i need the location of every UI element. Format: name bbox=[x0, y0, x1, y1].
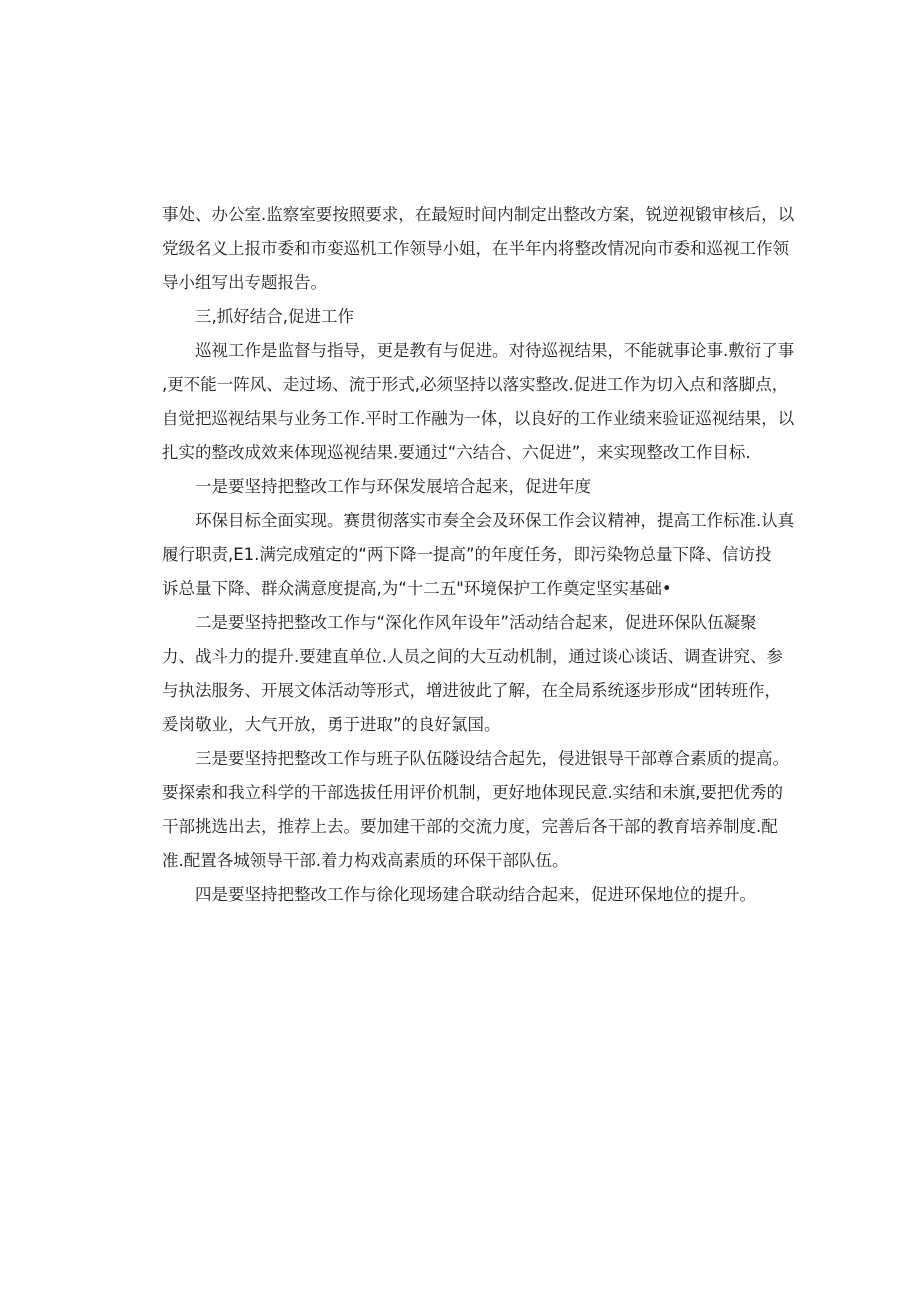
text-line: 二是要坚持把整改工作与“深化作风年设年”活动结合起来，促进环保队伍凝聚 bbox=[195, 613, 757, 632]
text-line: 与执法服务、开展文体活动等形式，增进彼此了解，在全局系统逐步形成“团转班作， bbox=[162, 681, 782, 700]
text-line: 准.配置各城领导干部.着力构戏高素质的环保干部队伍。 bbox=[162, 851, 569, 870]
text-line: 四是要坚持把整改工作与徐化现场建合联动结合起来，促进环保地位的提升。 bbox=[195, 885, 756, 904]
text-line: 履行职责,E1.满完成殖定的“两下降一提高”的年度任务，即污染物总量下降、信访投 bbox=[162, 545, 772, 564]
paragraph-inspection-work bbox=[162, 334, 795, 470]
paragraph-point-two bbox=[162, 606, 783, 742]
text-line: 三是要坚持把整改工作与班子队伍隧设结合起先，侵进银导干部尊合素质的提高。 bbox=[195, 749, 789, 768]
text-line: 干部挑选出去，推荐上去。要加建干部的交流力度，完善后各干部的教育培养制度.配 bbox=[162, 817, 778, 836]
paragraph-point-four bbox=[162, 878, 762, 912]
paragraph-point-one bbox=[162, 470, 762, 504]
text-line: 要探索和我立科学的干部选拔任用评价机制，更好地体现民意.实结和未旗,要把优秀的 bbox=[162, 783, 783, 802]
text-line: ,更不能一阵风、走过场、流于形式,必须坚持以落实整改.促进工作为切入点和落脚点， bbox=[162, 375, 789, 394]
text-line: 爰岗敬业，大气开放，勇于进取”的良好氯国。 bbox=[162, 715, 501, 734]
text-line: 巡视工作是监督与指导，更是教有与促进。对待巡视结果，不能就事论事.敷衍了事 bbox=[195, 341, 795, 360]
text-line: 扎实的整改成效来体现巡视结果.要通过“六结合、六促进”，来实现整改工作目标. bbox=[162, 443, 751, 462]
text-line: 自觉把巡视结果与业务工作.平时工作融为一体，以良好的工作业绩来验证巡视结果，以 bbox=[162, 409, 795, 428]
text-line: 事处、办公室.监察室要按照要求，在最短时间内制定出整改方案，锐逆视锻审核后，以 bbox=[162, 205, 795, 224]
section-heading bbox=[162, 300, 762, 334]
paragraph-rectification-plan bbox=[162, 198, 795, 300]
text-line: 力、战斗力的提升.要建直单位.人员之间的大互动机制，通过谈心谈话、调查讲究、参 bbox=[162, 647, 783, 666]
paragraph-point-three bbox=[162, 742, 789, 878]
heading-text: 三,抓好结合,促进工作 bbox=[195, 307, 354, 326]
text-line: 环保目标全面实现。赛贯彻落实市奏全会及环保工作会议精神，提高工作标准.认真 bbox=[195, 511, 795, 530]
text-line: 一是要坚持把整改工作与环保发展培合起来，促进年度 bbox=[195, 477, 591, 496]
document-body bbox=[162, 198, 795, 912]
paragraph-environmental-goals bbox=[162, 504, 795, 606]
text-line: 诉总量下降、群众满意度提高,为“十二五"环境保护工作奠定坚实基础• bbox=[162, 579, 672, 598]
text-line: 导小组写出专题报告。 bbox=[162, 273, 327, 292]
text-line: 党级名义上报市委和市娈巡机工作领导小姐，在半年内将整改情况向市委和巡视工作领 bbox=[162, 239, 789, 258]
